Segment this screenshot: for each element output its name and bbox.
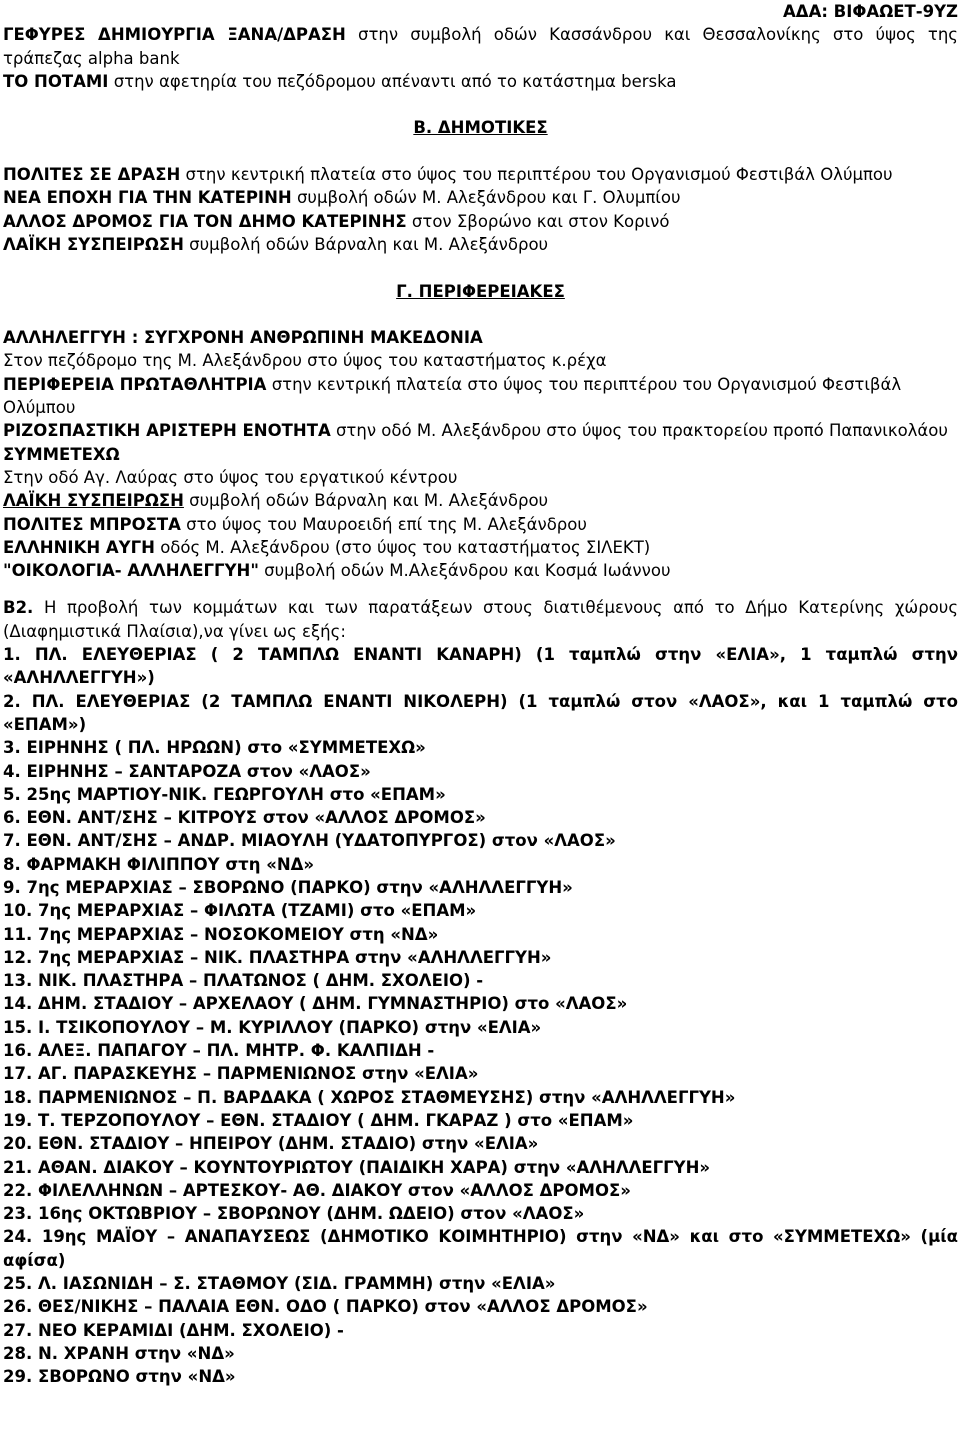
- list-item: 4. ΕΙΡΗΝΗΣ – ΣΑΝΤΑΡΟΖΑ στον «ΛΑΟΣ»: [3, 761, 371, 781]
- location-entry: [3, 373, 958, 420]
- party-name: ΠΟΛΙΤΕΣ ΣΕ ΔΡΑΣΗ: [3, 165, 181, 185]
- location-entry: [3, 489, 958, 512]
- party-name: ΡΙΖΟΣΠΑΣΤΙΚΗ ΑΡΙΣΤΕΡΗ ΕΝΟΤΗΤΑ: [3, 421, 331, 441]
- party-name: ΛΑΪΚΗ ΣΥΣΠΕΙΡΩΣΗ: [3, 234, 184, 254]
- party-name: ΠΕΡΙΦΕΡΕΙΑ ΠΡΩΤΑΘΛΗΤΡΙΑ: [3, 374, 267, 394]
- document-page: [3, 0, 958, 1389]
- location-text: στην αφετηρία του πεζόδρομου απέναντι από το κατάστημα berska: [108, 71, 677, 91]
- location-entry: [3, 559, 958, 582]
- party-name: ΑΛΛΟΣ ΔΡΟΜΟΣ ΓΙΑ ΤΟΝ ΔΗΜΟ ΚΑΤΕΡΙΝΗΣ: [3, 211, 407, 231]
- party-name: ΓΕΦΥΡΕΣ ΔΗΜΙΟΥΡΓΙΑ ΞΑΝΑ/ΔΡΑΣΗ: [3, 25, 346, 45]
- list-item: 22. ΦΙΛΕΛΛΗΝΩΝ – ΑΡΤΕΣΚΟΥ- ΑΘ. ΔΙΑΚΟΥ στον «ΑΛΛΟΣ ΔΡΟΜΟΣ»: [3, 1180, 631, 1200]
- list-item: 24. 19ης ΜΑΪΟΥ – ΑΝΑΠΑΥΣΕΩΣ (ΔΗΜΟΤΙΚΟ ΚΟΙΜΗΤΗΡΙΟ) στην «ΝΔ» και στο «ΣΥΜΜΕΤΕΧΩ» (μία αφίσα): [3, 1227, 958, 1270]
- location-entry: [3, 233, 958, 256]
- b2-text: Η προβολή των κομμάτων και των παρατάξεων στους διατιθέμενους από το Δήμο Κατερίνης χώρους (Διαφημιστικά Πλαίσια),να γίνει ως εξής:: [3, 598, 958, 641]
- document-reference: ΑΔΑ: ΒΙΦΑΩΕΤ-9ΥΖ: [783, 2, 958, 21]
- list-item: 1. ΠΛ. ΕΛΕΥΘΕΡΙΑΣ ( 2 ΤΑΜΠΛΩ ΕΝΑΝΤΙ ΚΑΝΑΡΗ) (1 ταμπλώ στην «ΕΛΙΑ», 1 ταμπλώ στην «ΑΛΗΛΛΕΓΓΥΗ»): [3, 645, 958, 688]
- location-text: στην κεντρική πλατεία στο ύψος του περιπτέρου του Οργανισμού Φεστιβάλ Ολύμπου: [180, 165, 893, 185]
- location-text: Στην οδό Αγ. Λαύρας στο ύψος του εργατικού κέντρου: [3, 467, 458, 487]
- list-item: 29. ΣΒΟΡΩΝΟ στην «ΝΔ»: [3, 1367, 236, 1387]
- party-name: ΛΑΪΚΗ ΣΥΣΠΕΙΡΩΣΗ: [3, 491, 184, 511]
- billboard-list: [3, 643, 958, 1389]
- location-text: συμβολή οδών Βάρναλη και Μ. Αλεξάνδρου: [183, 234, 549, 254]
- list-item: 3. ΕΙΡΗΝΗΣ ( ΠΛ. ΗΡΩΩΝ) στο «ΣΥΜΜΕΤΕΧΩ»: [3, 738, 426, 758]
- location-entry: [3, 210, 958, 233]
- location-entry: [3, 70, 958, 93]
- location-entry: [3, 23, 958, 70]
- location-entry: [3, 536, 958, 559]
- location-entry: [3, 513, 958, 536]
- location-text: στην συμβολή οδών Κασσάνδρου και Θεσσαλονίκης στο ύψος της τράπεζας alpha bank: [3, 25, 958, 68]
- list-item: 11. 7ης ΜΕΡΑΡΧΙΑΣ – ΝΟΣΟΚΟΜΕΙΟΥ στη «ΝΔ»: [3, 924, 439, 944]
- list-item: 17. ΑΓ. ΠΑΡΑΣΚΕΥΗΣ – ΠΑΡΜΕΝΙΩΝΟΣ στην «ΕΛΙΑ»: [3, 1064, 479, 1084]
- list-item: 5. 25ης ΜΑΡΤΙΟΥ-ΝΙΚ. ΓΕΩΡΓΟΥΛΗ στο «ΕΠΑΜ»: [3, 784, 446, 804]
- party-name: ΠΟΛΙΤΕΣ ΜΠΡΟΣΤΑ: [3, 514, 181, 534]
- list-item: 16. ΑΛΕΞ. ΠΑΠΑΓΟΥ – ΠΛ. ΜΗΤΡ. Φ. ΚΑΛΠΙΔΗ -: [3, 1041, 435, 1061]
- list-item: 28. Ν. ΧΡΑΝΗ στην «ΝΔ»: [3, 1343, 235, 1363]
- list-item: 12. 7ης ΜΕΡΑΡΧΙΑΣ – ΝΙΚ. ΠΛΑΣΤΗΡΑ στην «ΑΛΗΛΛΕΓΓΥΗ»: [3, 947, 552, 967]
- list-item: 14. ΔΗΜ. ΣΤΑΔΙΟΥ – ΑΡΧΕΛΑΟΥ ( ΔΗΜ. ΓΥΜΝΑΣΤΗΡΙΟ) στο «ΛΑΟΣ»: [3, 994, 628, 1014]
- list-item: 27. ΝΕΟ ΚΕΡΑΜΙΔΙ (ΔΗΜ. ΣΧΟΛΕΙΟ) -: [3, 1320, 344, 1340]
- location-text: οδός Μ. Αλεξάνδρου (στο ύψος του καταστήματος ΣΙΛΕΚΤ): [154, 537, 651, 557]
- list-item: 21. ΑΘΑΝ. ΔΙΑΚΟΥ – ΚΟΥΝΤΟΥΡΙΩΤΟΥ (ΠΑΙΔΙΚΗ ΧΑΡΑ) στην «ΑΛΗΛΛΕΓΓΥΗ»: [3, 1157, 711, 1177]
- location-entry: [3, 419, 958, 442]
- list-item: 2. ΠΛ. ΕΛΕΥΘΕΡΙΑΣ (2 ΤΑΜΠΛΩ ΕΝΑΝΤΙ ΝΙΚΟΛΕΡΗ) (1 ταμπλώ στον «ΛΑΟΣ», και 1 ταμπλώ στο «ΕΠΑΜ»): [3, 691, 958, 734]
- location-entry: [3, 163, 958, 186]
- location-text: στον Σβορώνο και στον Κορινό: [406, 211, 670, 231]
- location-entry: [3, 186, 958, 209]
- location-text: συμβολή οδών Μ. Αλεξάνδρου και Γ. Ολυμπίου: [291, 188, 681, 208]
- location-text: στο ύψος του Μαυροειδή επί της Μ. Αλεξάνδρου: [180, 514, 587, 534]
- party-name: ΤΟ ΠΟΤΑΜΙ: [3, 71, 109, 91]
- party-name: ΝΕΑ ΕΠΟΧΗ ΓΙΑ ΤΗΝ ΚΑΤΕΡΙΝΗ: [3, 188, 292, 208]
- list-item: 23. 16ης ΟΚΤΩΒΡΙΟΥ – ΣΒΟΡΩΝΟΥ (ΔΗΜ. ΩΔΕΙΟ) στον «ΛΑΟΣ»: [3, 1204, 585, 1224]
- location-text: στην κεντρική πλατεία στο ύψος του περιπτέρου του Οργανισμού Φεστιβάλ Ολύμπου: [3, 374, 902, 418]
- list-item: 15. Ι. ΤΣΙΚΟΠΟΥΛΟΥ – Μ. ΚΥΡΙΛΛΟΥ (ΠΑΡΚΟ) στην «ΕΛΙΑ»: [3, 1017, 542, 1037]
- section-title-b: Β. ΔΗΜΟΤΙΚΕΣ: [413, 118, 548, 138]
- list-item: 18. ΠΑΡΜΕΝΙΩΝΟΣ – Π. ΒΑΡΔΑΚΑ ( ΧΩΡΟΣ ΣΤΑΘΜΕΥΣΗΣ) στην «ΑΛΗΛΛΕΓΓΥΗ»: [3, 1087, 736, 1107]
- list-item: 7. ΕΘΝ. ΑΝΤ/ΣΗΣ – ΑΝΔΡ. ΜΙΑΟΥΛΗ (ΥΔΑΤΟΠΥΡΓΟΣ) στον «ΛΑΟΣ»: [3, 831, 616, 851]
- list-item: 8. ΦΑΡΜΑΚΗ ΦΙΛΙΠΠΟΥ στη «ΝΔ»: [3, 854, 315, 874]
- list-item: 6. ΕΘΝ. ΑΝΤ/ΣΗΣ – ΚΙΤΡΟΥΣ στον «ΑΛΛΟΣ ΔΡΟΜΟΣ»: [3, 808, 486, 828]
- list-item: 19. Τ. ΤΕΡΖΟΠΟΥΛΟΥ – ΕΘΝ. ΣΤΑΔΙΟΥ ( ΔΗΜ. ΓΚΑΡΑΖ ) στο «ΕΠΑΜ»: [3, 1110, 634, 1130]
- list-item: 25. Λ. ΙΑΣΩΝΙΔΗ – Σ. ΣΤΑΘΜΟΥ (ΣΙΔ. ΓΡΑΜΜΗ) στην «ΕΛΙΑ»: [3, 1274, 556, 1294]
- list-item: 10. 7ης ΜΕΡΑΡΧΙΑΣ – ΦΙΛΩΤΑ (ΤΖΑΜΙ) στο «ΕΠΑΜ»: [3, 901, 477, 921]
- list-item: 26. ΘΕΣ/ΝΙΚΗΣ – ΠΑΛΑΙΑ ΕΘΝ. ΟΔΟ ( ΠΑΡΚΟ) στον «ΑΛΛΟΣ ΔΡΟΜΟΣ»: [3, 1297, 648, 1317]
- party-heading: ΑΛΛΗΛΕΓΓΥΗ : ΣΥΓΧΡΟΝΗ ΑΝΘΡΩΠΙΝΗ ΜΑΚΕΔΟΝΙΑ: [3, 328, 483, 348]
- party-name: ΕΛΛΗΝΙΚΗ ΑΥΓΗ: [3, 537, 155, 557]
- location-text: Στον πεζόδρομο της Μ. Αλεξάνδρου στο ύψος του καταστήματος κ.ρέχα: [3, 351, 607, 371]
- location-text: στην οδό Μ. Αλεξάνδρου στο ύψος του πρακτορείου προπό Παπανικολάου: [330, 421, 948, 441]
- list-item: 20. ΕΘΝ. ΣΤΑΔΙΟΥ – ΗΠΕΙΡΟΥ (ΔΗΜ. ΣΤΑΔΙΟ) στην «ΕΛΙΑ»: [3, 1134, 539, 1154]
- b2-paragraph: [3, 596, 958, 643]
- party-heading: ΣΥΜΜΕΤΕΧΩ: [3, 444, 120, 464]
- location-text: συμβολή οδών Βάρναλη και Μ. Αλεξάνδρου: [183, 491, 549, 511]
- b2-label: Β2.: [3, 598, 34, 618]
- party-name: "ΟΙΚΟΛΟΓΙΑ- ΑΛΛΗΛΕΓΓΥΗ": [3, 561, 259, 581]
- list-item: 9. 7ης ΜΕΡΑΡΧΙΑΣ – ΣΒΟΡΩΝΟ (ΠΑΡΚΟ) στην «ΑΛΗΛΛΕΓΓΥΗ»: [3, 877, 573, 897]
- location-text: συμβολή οδών Μ.Αλεξάνδρου και Κοσμά Ιωάννου: [258, 561, 671, 581]
- section-title-c: Γ. ΠΕΡΙΦΕΡΕΙΑΚΕΣ: [396, 281, 565, 301]
- list-item: 13. ΝΙΚ. ΠΛΑΣΤΗΡΑ – ΠΛΑΤΩΝΟΣ ( ΔΗΜ. ΣΧΟΛΕΙΟ) -: [3, 971, 484, 991]
